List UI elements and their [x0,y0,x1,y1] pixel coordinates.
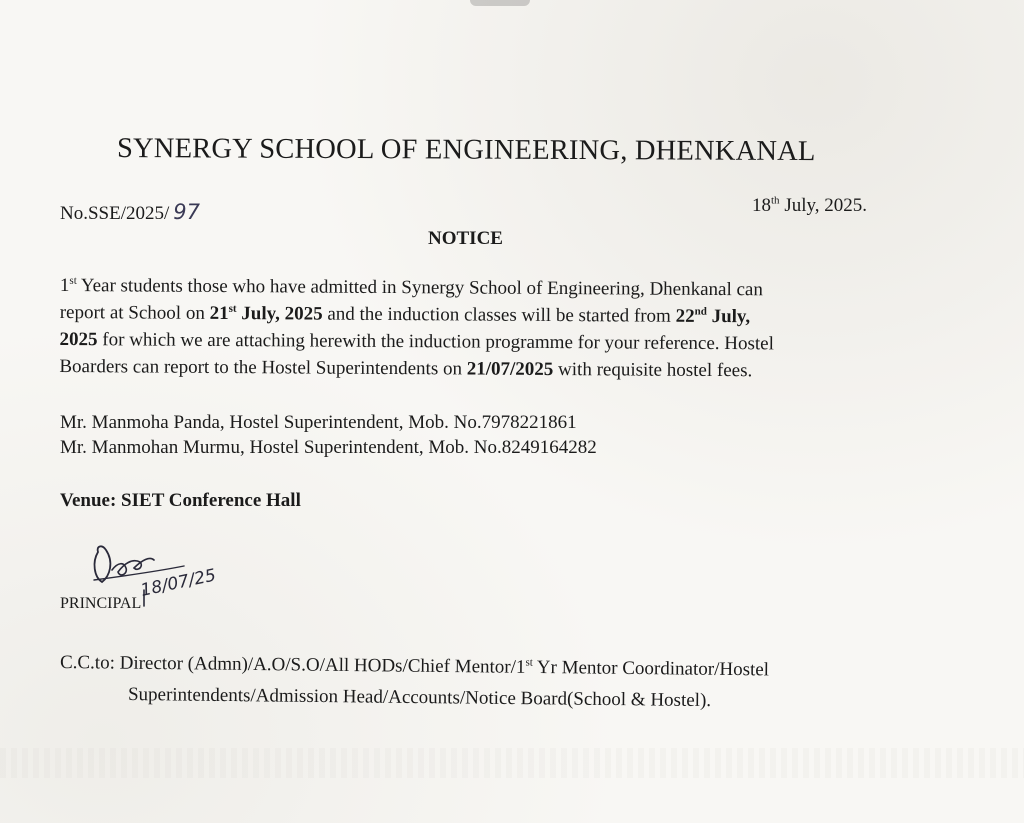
body-line-1: 1st Year students those who have admitted in Synergy School of Engineering, Dhenkanal can [59,274,763,301]
reference-number [60,200,200,225]
notice-body [59,272,920,385]
superintendent-contact: Mr. Manmoha Panda, Hostel Superintendent, Mob. No.7978221861 [60,412,577,433]
date-day: 18 [752,195,771,216]
handwritten-reference-number: 97 [173,200,201,224]
superintendent-contact: Mr. Manmohan Murmu, Hostel Superintendent, Mob. No.8249164282 [60,437,597,458]
institution-title: SYNERGY SCHOOL OF ENGINEERING, DHENKANAL [116,133,816,168]
notice-heading: NOTICE [428,228,503,249]
venue-line: Venue: SIET Conference Hall [60,490,301,511]
cc-line-2: Superintendents/Admission Head/Accounts/Notice Board(School & Hostel). [127,684,712,712]
body-line-4: Boarders can report to the Hostel Superintendents on 21/07/2025 with requisite hostel fees. [59,355,753,382]
cc-line-1: C.C.to: Director (Admn)/A.O/S.O/All HODs/Chief Mentor/1st Yr Mentor Coordinator/Hostel [59,652,770,681]
body-line-3: 2025 for which we are attaching herewith the induction programme for your reference. Hostel [59,328,774,355]
body-line-2: report at School on 21st July, 2025 and the induction classes will be started from 22nd July, [59,301,751,328]
signature-date: 18/07/25 [138,565,218,601]
notice-date [752,195,867,217]
reference-prefix: No.SSE/2025/ [60,203,170,224]
principal-label: PRINCIPAL [60,595,142,612]
date-suffix: th [771,194,780,207]
signature-stroke-initial [95,546,111,582]
bleed-through-text [0,748,1024,778]
scan-artifact [470,0,530,6]
date-rest: July, 2025. [779,195,868,216]
